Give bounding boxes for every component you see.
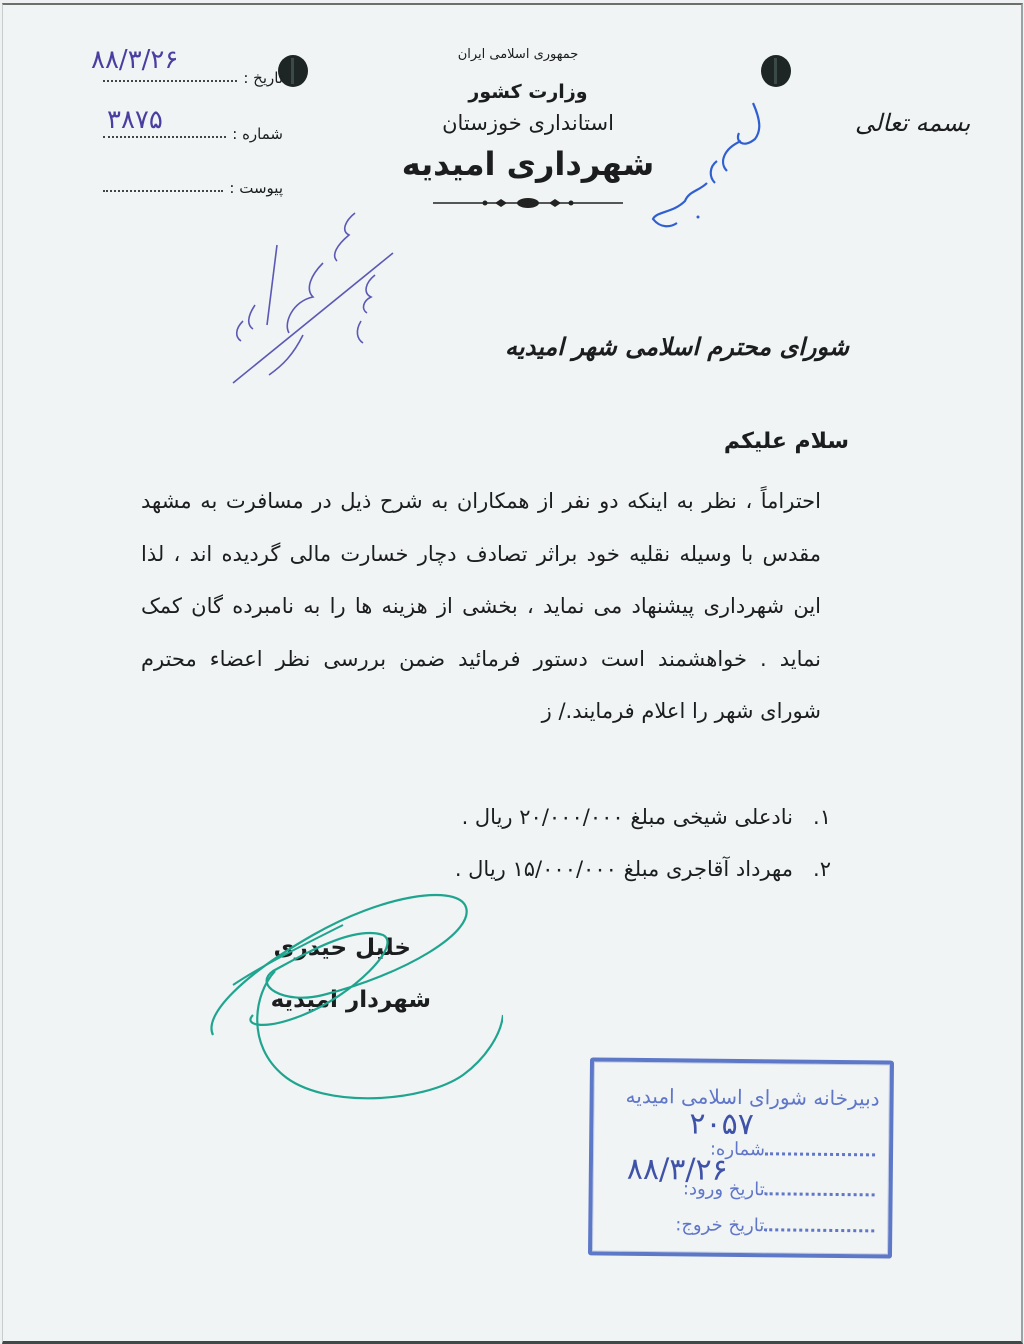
stamp-exit-date-label: تاریخ خروج: [675,1214,765,1237]
meta-attachment-dots [103,190,223,192]
list-item-index: ۱. [813,805,831,829]
meta-date-handwritten: ۸۸/۳/۲۶ [91,45,179,75]
stamp-number-row [710,1139,879,1162]
list-item-name: نادعلی شیخی [672,805,793,829]
letter-body: احتراماً ، نظر به اینکه دو نفر از همکاران به شرح ذیل در مسافرت به مشهد مقدس با وسیله نقلیه خود براثر تصادف دچار خسارت مالی گردیده اند ، لذا این شهرداری پیشنهاد می نماید ، بخشی از هزینه ها را به نامبرده گان کمک نماید . خواهشمند است دستور فرمائید ضمن بررسی نظر اعضاء محترم شورای شهر را اعلام فرمایند./ ز [141,489,821,723]
list-item [455,843,831,895]
meta-number-label: شماره : [232,125,283,143]
handwritten-referral-note [213,205,413,385]
list-item-amount: ۲۰/۰۰۰/۰۰۰ [519,805,624,829]
signatory-title: شهردار امیدیه [270,987,431,1013]
meta-number-handwritten: ۳۸۷۵ [107,105,163,135]
list-item-amount-label: مبلغ [630,805,667,829]
council-registry-stamp [588,1057,894,1258]
stamp-number-dots [765,1152,875,1156]
header-ornament-divider [433,195,623,211]
stamp-number-label: شماره: [709,1138,766,1161]
meta-attachment-label: پیوست : [229,179,283,197]
header-province: استانداری خوزستان [442,111,614,135]
stamp-entry-date-dots [765,1192,875,1196]
signatory-name: خلیل حیدری [273,935,411,961]
list-item-currency: ریال . [461,805,513,829]
header-municipality: شهرداری امیدیه [401,145,655,183]
punch-hole-right [761,55,791,87]
stamp-title: دبیرخانه شورای اسلامی امیدیه [625,1083,880,1111]
list-item-currency: ریال . [454,857,506,881]
stamp-entry-date-handwritten: ۸۸/۳/۲۶ [626,1151,728,1188]
handwritten-signature [203,875,503,1115]
meta-attachment-field [103,173,283,197]
meta-date-label: تاریخ : [243,69,283,87]
stamp-number-handwritten: ۲۰۵۷ [689,1106,754,1143]
list-item [455,791,831,843]
letter-addressee: شورای محترم اسلامی شهر امیدیه [505,333,849,361]
list-item-name: مهرداد آقاجری [665,857,793,881]
stamp-entry-date-label: تاریخ ورود: [682,1178,765,1201]
meta-number-dots [103,136,226,138]
stamp-exit-date-dots [764,1228,874,1232]
list-item-amount-label: مبلغ [623,857,660,881]
letter-greeting: سلام علیکم [723,429,849,454]
list-item-amount: ۱۵/۰۰۰/۰۰۰ [512,857,617,881]
header-republic: جمهوری اسلامی ایران [457,47,579,62]
list-item-index: ۲. [813,857,831,881]
handwritten-note-top-right [643,91,773,231]
stamp-exit-date-row [675,1214,878,1237]
beneficiary-list [455,791,831,895]
meta-date-dots [103,80,237,82]
basmala-calligraphy: بسمه تعالی [855,109,971,137]
header-ministry: وزارت کشور [468,81,588,103]
letter-page [2,3,1023,1344]
